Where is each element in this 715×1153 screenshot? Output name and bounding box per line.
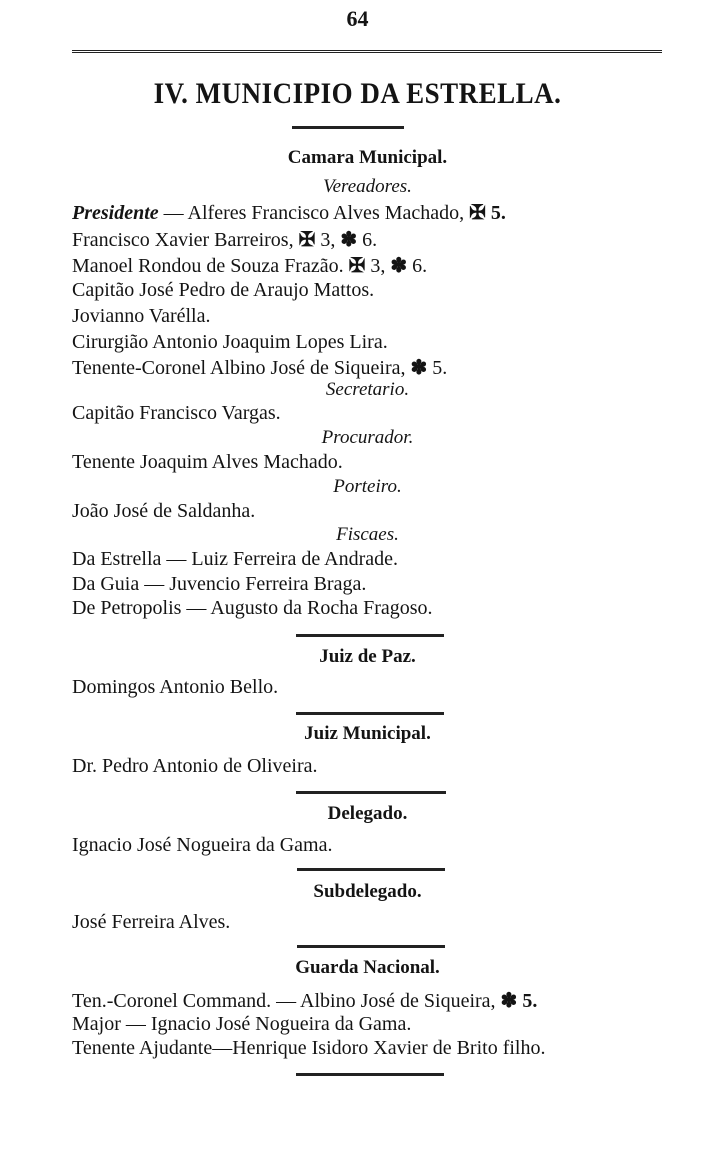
juiz-paz-name: Domingos Antonio Bello. [72,676,279,698]
secretario-name: Capitão Francisco Vargas. [72,402,281,424]
vereador-line [72,253,427,278]
page-number: 64 [346,6,369,31]
vereador-num: 3, [365,255,391,277]
vereador-line [72,227,377,252]
order-cross-icon: ✠ [298,229,316,251]
vereador-line: Capitão José Pedro de Araujo Mattos. [72,279,375,301]
presidente-name: — Alferes Francisco Alves Machado, [158,202,470,224]
order-cross-icon: ✠ [469,202,486,224]
guarda-line: Tenente Ajudante—Henrique Isidoro Xavier de Brito filho. [72,1037,546,1059]
fiscaes-label: Fiscaes. [336,524,399,545]
divider [296,791,446,794]
vereador-num: 6. [407,255,428,277]
divider [296,712,444,715]
vereador-num: 3, [315,229,341,251]
guarda-heading: Guarda Nacional. [295,957,440,978]
vereador-num: 6. [357,229,378,251]
vereador-name: Francisco Xavier Barreiros, [72,229,299,251]
porteiro-name: João José de Saldanha. [72,500,256,522]
subdelegado-heading: Subdelegado. [313,881,422,902]
secretario-label: Secretario. [325,379,410,400]
vereador-num: 5. [427,357,448,379]
guarda-name: Ten.-Coronel Command. — Albino José de Siqueira, [72,990,501,1012]
fiscal-line: De Petropolis — Augusto da Rocha Fragoso. [72,597,433,619]
procurador-name: Tenente Joaquim Alves Machado. [72,451,343,473]
order-rose-icon: ✽ [500,990,518,1012]
vereador-name: Manoel Rondou de Souza Frazão. [72,255,349,277]
procurador-label: Procurador. [321,427,414,448]
order-cross-icon: ✠ [348,255,366,277]
divider [292,126,404,129]
fiscal-line: Da Guia — Juvencio Ferreira Braga. [72,573,367,595]
vereador-line: Cirurgião Antonio Joaquim Lopes Lira. [72,331,388,353]
camara-heading: Camara Municipal. [287,147,448,168]
fiscal-line: Da Estrella — Luiz Ferreira de Andrade. [72,548,398,570]
guarda-num: 5. [517,990,538,1012]
presidente-label: Presidente [72,202,159,224]
section-title: IV. MUNICIPIO DA ESTRELLA. [153,76,562,110]
porteiro-label: Porteiro. [333,476,402,497]
vereador-line [72,355,447,380]
divider [297,868,445,871]
presidente-line [72,200,506,225]
divider [296,634,444,637]
divider [297,945,445,948]
order-rose-icon: ✽ [340,229,358,251]
presidente-num: 5. [485,202,506,224]
vereadores-label: Vereadores. [323,176,412,197]
divider [296,1073,444,1076]
delegado-heading: Delegado. [327,803,408,824]
guarda-line: Major — Ignacio José Nogueira da Gama. [72,1013,412,1035]
order-rose-icon: ✽ [390,255,408,277]
guarda-line [72,988,537,1013]
juiz-municipal-name: Dr. Pedro Antonio de Oliveira. [72,755,318,777]
order-rose-icon: ✽ [410,357,428,379]
vereador-line: Jovianno Varélla. [72,305,211,327]
top-rule [72,50,662,53]
subdelegado-name: José Ferreira Alves. [72,911,231,933]
juiz-paz-heading: Juiz de Paz. [319,646,416,667]
delegado-name: Ignacio José Nogueira da Gama. [72,834,333,856]
juiz-municipal-heading: Juiz Municipal. [304,723,431,744]
vereador-name: Tenente-Coronel Albino José de Siqueira, [72,357,411,379]
